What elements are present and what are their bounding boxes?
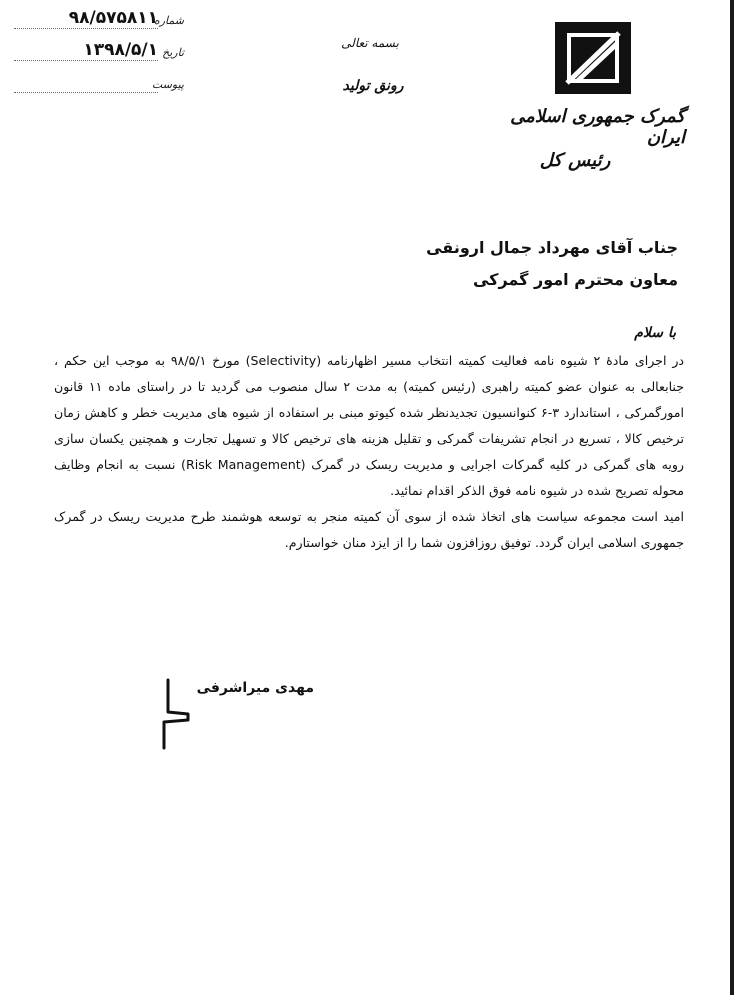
body-paragraph-2: امید است مجموعه سیاست های اتخاذ شده از سوی آن کمیته منجر به توسعه هوشمند طرح مدیریت ریسک در گمرک جمهوری اسلامی ایران گردد. توفیق روزافزون شما را از ایزد منان خواستارم. xyxy=(54,509,684,550)
addressee-name: جناب آقای مهرداد جمال ارونقی xyxy=(426,238,678,257)
date-row xyxy=(14,40,184,72)
body-paragraph-1: در اجرای مادۀ ۲ شیوه نامه فعالیت کمیته انتخاب مسیر اظهارنامه (Selectivity) مورخ ۹۸/۵/۱ به موجب این حکم ، جنابعالی به عنوان عضو کمیته راهبری (رئیس کمیته) به مدت ۲ سال منصوب می گردید تا در راستای ماده ۱۱ قانون امورگمرکی ، استاندارد ۳-۶ کنوانسیون تجدیدنظر شده کیوتو مبنی بر استفاده از شیوه های مدیریت خطر و کاهش زمان ترخیص کالا ، تسریع در انجام تشریفات گمرکی و تقلیل هزینه های ترخیص کالا و تسهیل تجارت و همچنین یکسان سازی رویه های گمرکی در کلیه گمرکات اجرایی و مدیریت ریسک در گمرک (Risk Management) نسبت به انجام وظایف محوله تصریح شده در شیوه نامه فوق الذکر اقدام نمائید. xyxy=(54,353,685,498)
scan-edge xyxy=(730,0,734,995)
greeting: با سلام xyxy=(634,325,676,341)
office-title: رئیس کل xyxy=(539,150,611,171)
signer-name: مهدی میراشرفی xyxy=(196,680,314,696)
number-label: شماره xyxy=(153,14,184,27)
signature-mark xyxy=(150,676,200,756)
customs-logo-icon xyxy=(553,20,633,96)
number-row xyxy=(14,8,184,40)
letter-body xyxy=(54,348,684,556)
date-value: ۱۳۹۸/۵/۱ xyxy=(83,40,158,60)
addressee-title: معاون محترم امور گمرکی xyxy=(472,270,678,289)
basmala: بسمه تعالی xyxy=(341,36,399,50)
number-value: ۹۸/۵۷۵۸۱۱ xyxy=(68,8,158,28)
year-slogan: رونق تولید xyxy=(342,78,404,94)
attachment-label: پیوست xyxy=(151,78,184,91)
attachment-dots xyxy=(14,92,158,93)
number-dots xyxy=(14,28,158,29)
organization-name: گمرک جمهوری اسلامی ایران xyxy=(510,106,685,148)
date-label: تاریخ xyxy=(162,46,184,59)
letter-meta xyxy=(14,8,184,104)
attachment-row xyxy=(14,72,184,104)
date-dots xyxy=(14,60,158,61)
